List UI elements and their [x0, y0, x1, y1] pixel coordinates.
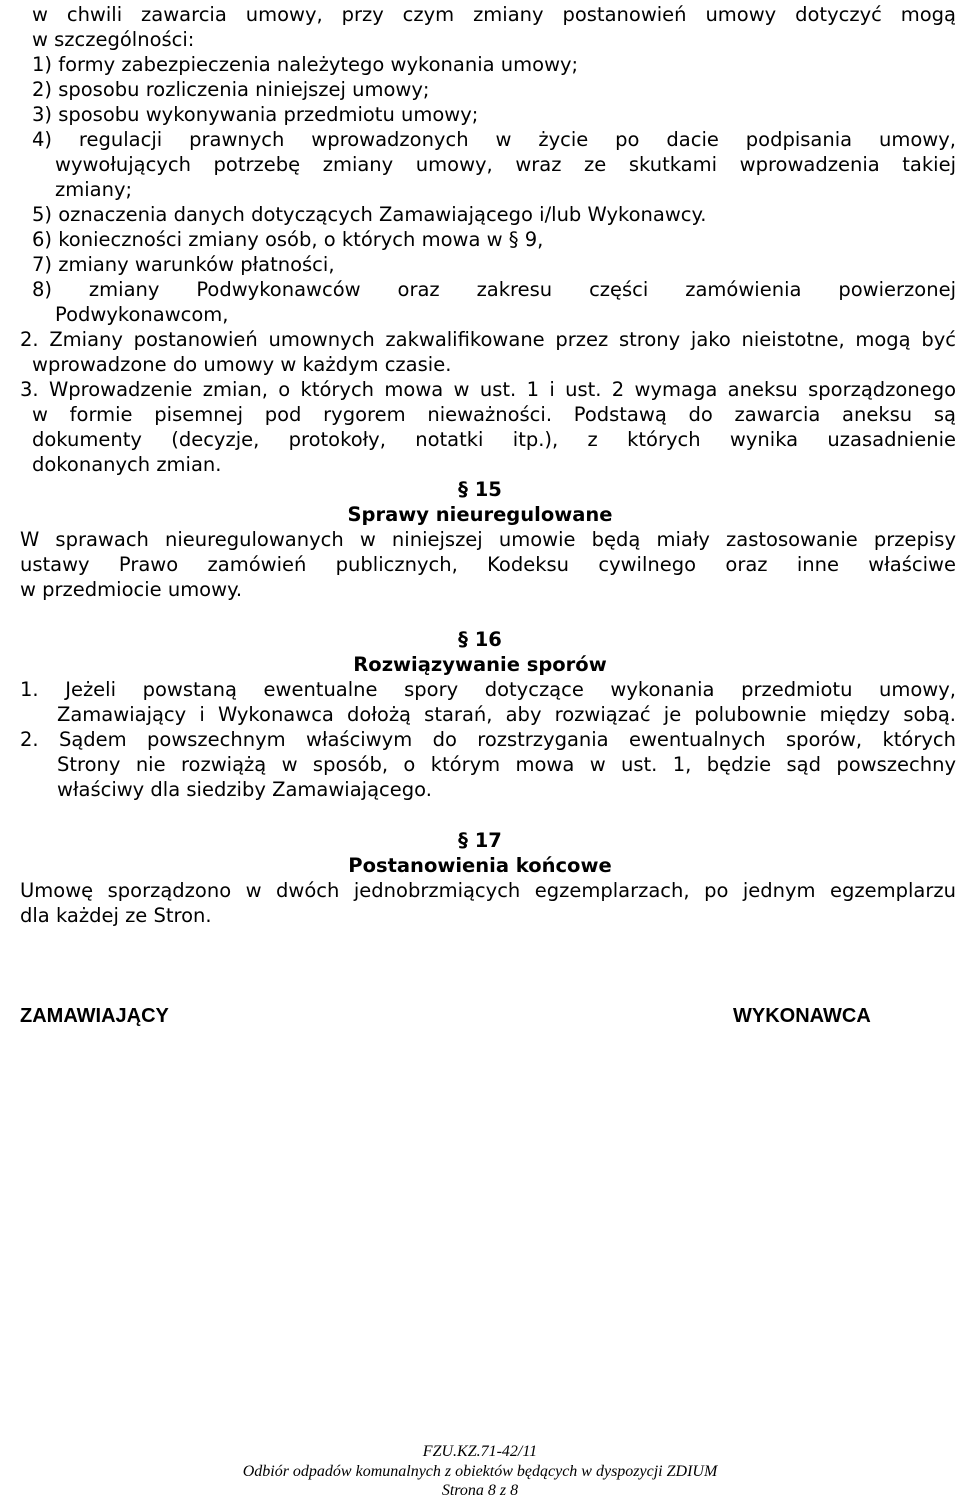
change-item-continued: zmiany;	[55, 178, 133, 201]
section-title: Postanowienia końcowe	[348, 854, 612, 877]
section-number: § 15	[458, 478, 502, 501]
section-text: w przedmiocie umowy.	[20, 578, 243, 601]
signature-zamawiajacy: ZAMAWIAJĄCY	[20, 1005, 169, 1027]
section-text: 1. Jeżeli powstaną ewentualne spory dotyczące wykonania przedmiotu umowy,	[20, 678, 956, 701]
section-text: Strony nie rozwiążą w sposób, o którym mowa w ust. 1, będzie sąd powszechny	[57, 753, 956, 776]
change-item: 3) sposobu wykonywania przedmiotu umowy;	[32, 103, 479, 126]
change-item: 1) formy zabezpieczenia należytego wykonania umowy;	[32, 53, 579, 76]
section-text: Umowę sporządzono w dwóch jednobrzmiących egzemplarzach, po jednym egzemplarzu	[20, 879, 956, 902]
change-item: 2) sposobu rozliczenia niniejszej umowy;	[32, 78, 430, 101]
section-title: Sprawy nieuregulowane	[347, 503, 613, 526]
footer-page-number: Strona 8 z 8	[441, 1482, 519, 1499]
paragraph-3: 3. Wprowadzenie zmian, o których mowa w ust. 1 i ust. 2 wymaga aneksu sporządzonego	[20, 378, 956, 401]
change-item-continued: Podwykonawcom,	[55, 303, 229, 326]
change-item-continued: wywołujących potrzebę zmiany umowy, wraz ze skutkami wprowadzenia takiej	[55, 153, 956, 176]
change-item: 4) regulacji prawnych wprowadzonych w życie po dacie podpisania umowy,	[32, 128, 956, 151]
signature-wykonawca: WYKONAWCA	[733, 1005, 871, 1027]
paragraph-3-continued: w formie pisemnej pod rygorem nieważności. Podstawą do zawarcia aneksu są	[32, 403, 956, 426]
intro-line: w chwili zawarcia umowy, przy czym zmiany postanowień umowy dotyczyć mogą	[32, 3, 956, 26]
change-item: 5) oznaczenia danych dotyczących Zamawiającego i/lub Wykonawcy.	[32, 203, 707, 226]
intro-line: w szczególności:	[32, 28, 195, 51]
section-number: § 16	[458, 628, 502, 651]
change-item: 8) zmiany Podwykonawców oraz zakresu części zamówienia powierzonej	[32, 278, 956, 301]
paragraph-3-continued: dokonanych zmian.	[32, 453, 222, 476]
footer-title: Odbiór odpadów komunalnych z obiektów będących w dyspozycji ZDIUM	[242, 1463, 718, 1480]
section-text: 2. Sądem powszechnym właściwym do rozstrzygania ewentualnych sporów, których	[20, 728, 956, 751]
section-text: dla każdej ze Stron.	[20, 904, 212, 927]
paragraph-2: 2. Zmiany postanowień umownych zakwalifikowane przez strony jako nieistotne, mogą być	[20, 328, 956, 351]
paragraph-3-continued: dokumenty (decyzje, protokoły, notatki itp.), z których wynika uzasadnienie	[32, 428, 956, 451]
change-item: 6) konieczności zmiany osób, o których mowa w § 9,	[32, 228, 544, 251]
section-text: ustawy Prawo zamówień publicznych, Kodeksu cywilnego oraz inne właściwe	[20, 553, 956, 576]
section-title: Rozwiązywanie sporów	[353, 653, 607, 676]
section-text: właściwy dla siedziby Zamawiającego.	[57, 778, 432, 801]
section-number: § 17	[458, 829, 502, 852]
footer-reference: FZU.KZ.71-42/11	[422, 1443, 538, 1460]
paragraph-2-continued: wprowadzone do umowy w każdym czasie.	[32, 353, 452, 376]
section-text: Zamawiający i Wykonawca dołożą starań, aby rozwiązać je polubownie między sobą.	[57, 703, 956, 726]
change-item: 7) zmiany warunków płatności,	[32, 253, 335, 276]
section-text: W sprawach nieuregulowanych w niniejszej umowie będą miały zastosowanie przepisy	[20, 528, 956, 551]
